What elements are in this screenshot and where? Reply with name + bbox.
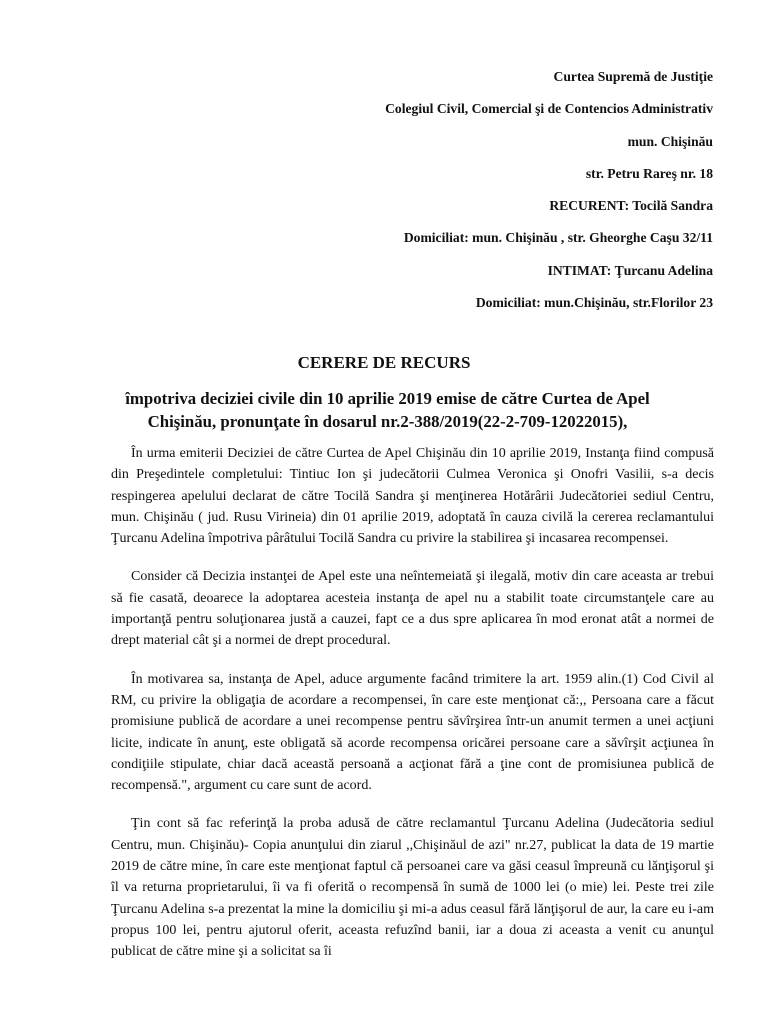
body-paragraph: Consider că Decizia instanţei de Apel este una neîntemeiată şi ilegală, motiv din care aceasta ar trebui să fie casată, deoarece la adoptarea acesteia instanţa de apel nu a stabilit toate circumstanţele care au importanţă pentru soluţionarea justă a cauzei, fapt ce a dus spre aplicarea în mod eronat atât a normei de drept material cât şi a normei de drept procedural. [111,569,714,649]
document-title: CERERE DE RECURS [297,353,471,372]
body-paragraph: În urma emiterii Deciziei de către Curtea de Apel Chişinău din 10 aprilie 2019, Instanţa fiind compusă din Preşedintele completului: Tintiuc Ion şi judecătorii Culmea Veronica şi Onofri Vasilii, s-a decis respingerea apelului declarat de către Tocilă Sandra şi menţinerea Hotărârii Judecătoriei sediul Centru, mun. Chişinău ( jud. Rusu Virineia) din 01 aprilie 2019, adoptată în cauza civilă la cererea reclamantului Ţurcanu Adelina împotriva pârâtului Tocilă Sandra cu privire la stabilirea şi incasarea recompensei. [111,446,714,547]
respondent-domicile: Domiciliat: mun.Chişinău, str.Florilor 23 [475,295,713,311]
court-name: Curtea Supremă de Justiţie [553,69,713,84]
court-city: mun. Chişinău [627,133,713,149]
document-subtitle: împotriva deciziei civile din 10 aprilie 2019 emise de către Curtea de Apel Chişinău, pronunţate în dosarul nr.2-388/2019(22-2-709-12022015), [125,389,650,431]
body-paragraph: Ţin cont să fac referinţă la proba adusă de către reclamantul Ţurcanu Adelina (Judecătoria sediul Centru, mun. Chişinău)- Copia anunţului din ziarul ,,Chişinăul de azi" nr.27, publicat la data de 19 martie 2019 de către mine, în care este menţionat faptul că persoanei care va găsi ceasul împreună cu lănţişorul şi îl va returna proprietarului, îi va fi oferită o recompensă în sumă de 1000 lei (o mie) lei. Peste trei zile Ţurcanu Adelina s-a prezentat la mine la domiciliu şi mi-a adus ceasul fără lănţişorul de aur, la care eu i-am propus 100 lei, pentru ajutorul oferit, aceasta refuzînd banii, iar a doua zi aceasta a venit cu anunţul publicat de către mine şi a solicitat sa îi [111,816,714,960]
court-address: str. Petru Rareş nr. 18 [585,165,713,181]
recurrent-name: RECURENT: Tocilă Sandra [549,198,713,214]
respondent-name: INTIMAT: Ţurcanu Adelina [547,262,713,278]
college-name: Colegiul Civil, Comercial şi de Contencios Administrativ [385,101,713,117]
recurrent-domicile: Domiciliat: mun. Chişinău , str. Gheorghe Caşu 32/11 [403,230,713,246]
body-paragraph: În motivarea sa, instanţa de Apel, aduce argumente facând trimitere la art. 1959 alin.(1) Cod Civil al RM, cu privire la obligaţia de acordare a recompensei, în care este menţionat că:,, Persoana care a făcut promisiune publică de acordare a unei recompense pentru săvîrşirea într-un anumit termen a unei acţiuni licite, indicate în anunţ, este obligată să acorde recompensa oricărei persoane care a săvîrşit acţiunea în condiţiile stipulate, chiar dacă această persoană a acţionat fără a ţine cont de promisiunea publică de recompensă.", argument cu care sunt de acord. [111,671,714,794]
document-body [111,443,714,980]
court-header [113,66,713,324]
